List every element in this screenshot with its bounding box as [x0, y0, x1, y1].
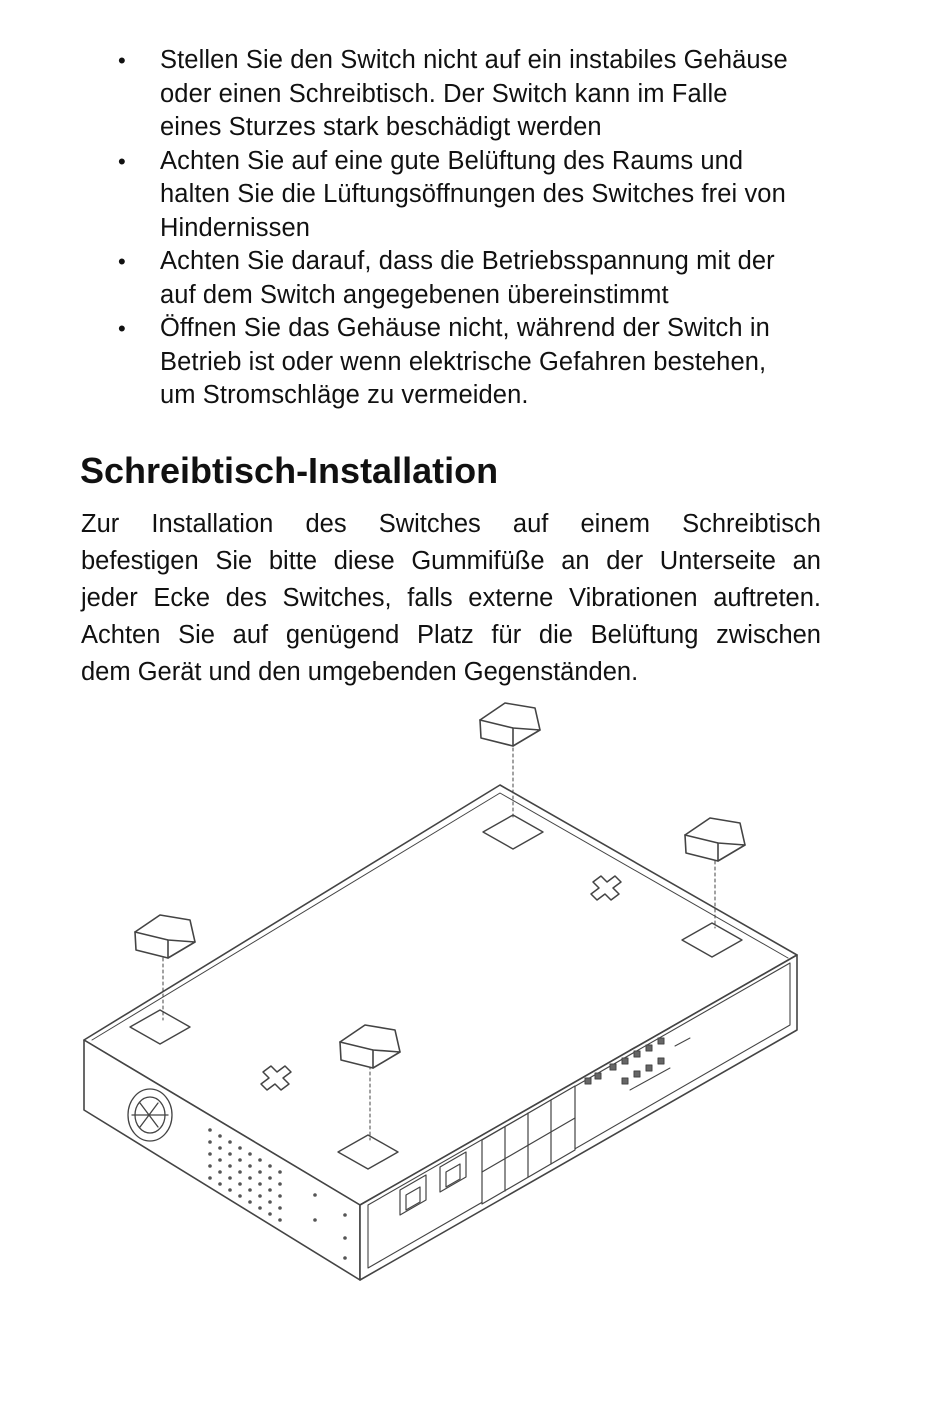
safety-note-item [118, 245, 838, 312]
safety-note-line: Hindernissen [160, 213, 311, 242]
safety-note-line: Stellen Sie den Switch nicht auf ein instabiles Gehäuse [160, 46, 788, 74]
paragraph-line: Achten Sie auf genügend Platz für die Belüftung zwischen [81, 621, 821, 649]
bullet-icon: • [118, 249, 126, 274]
safety-note-line: eines Sturzes stark beschädigt werden [160, 113, 602, 141]
safety-note-line: Öffnen Sie das Gehäuse nicht, während der Switch in [160, 314, 770, 342]
paragraph-line: jeder Ecke des Switches, falls externe Vibrationen auftreten. [81, 584, 821, 612]
paragraph-line: dem Gerät und den umgebenden Gegenständen. [81, 658, 639, 686]
safety-note-item [118, 312, 838, 413]
bullet-icon: • [118, 316, 126, 341]
safety-note-item [118, 145, 838, 246]
safety-note-line: halten Sie die Lüftungsöffnungen des Switches frei von [160, 180, 786, 208]
rubber-foot-icon [480, 703, 540, 746]
safety-notes-list [118, 44, 838, 413]
switch-rubber-feet-illustration [70, 690, 820, 1310]
rubber-foot-icon [685, 818, 745, 861]
safety-note-line: oder einen Schreibtisch. Der Switch kann im Falle [160, 79, 728, 108]
section-title: Schreibtisch-Installation [80, 450, 499, 491]
safety-note-line: Achten Sie darauf, dass die Betriebsspannung mit der [160, 247, 775, 275]
paragraph-line: Zur Installation des Switches auf einem Schreibtisch [81, 510, 821, 538]
safety-note-line: Achten Sie auf eine gute Belüftung des Raums und [160, 146, 744, 175]
paragraph-line: befestigen Sie bitte diese Gummifüße an der Unterseite an [81, 547, 821, 575]
safety-note-line: auf dem Switch angegebenen übereinstimmt [160, 280, 669, 309]
safety-note-line: Betrieb ist oder wenn elektrische Gefahren bestehen, [160, 347, 767, 376]
bullet-icon: • [118, 48, 126, 73]
rubber-foot-icon [135, 915, 195, 958]
bullet-icon: • [118, 148, 126, 174]
fan-grille-icon [128, 1089, 172, 1141]
safety-note-item [118, 44, 838, 145]
installation-paragraph [81, 506, 821, 691]
safety-note-line: um Stromschläge zu vermeiden. [160, 381, 529, 409]
